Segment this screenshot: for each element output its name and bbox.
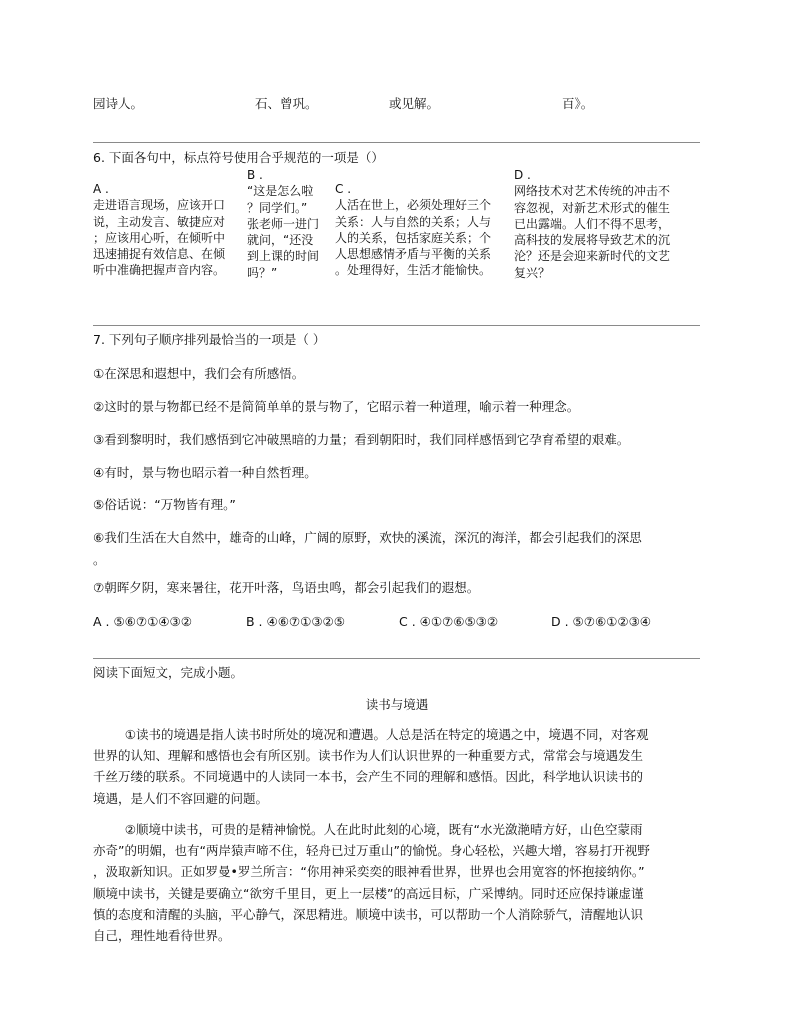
passage-title: 读书与境遇 <box>365 697 429 712</box>
option-letter: D . <box>514 168 531 182</box>
q7-sentence: ⑥我们生活在大自然中，雄奇的山峰，广阔的原野，欢快的溪流，深沉的海洋，都会引起我们的深思 <box>93 530 642 545</box>
q6-option-c[interactable] <box>335 181 491 279</box>
q7-sentence: ②这时的景与物都已经不是简简单单的景与物了，它昭示着一种道理，喻示着一种理念。 <box>93 399 580 414</box>
q7-answer-d[interactable]: D . ⑤⑦⑥①②③④ <box>551 614 651 629</box>
option-text: 网络技术对艺术传统的冲击不 容忽视，对新艺术形式的催生 已出露端。人们不得不思考， 高科技的发展将导致艺术的沉 沦？还是会迎来新时代的文艺 复兴？ <box>514 184 671 280</box>
option-text: 走进语言现场，应该开口 说，主动发言、敏捷应对 ；应该用心听，在倾听中 迅速捕捉有效信息、在倾 听中准确把握声音内容。 <box>93 198 226 278</box>
option-text: “这是怎么啦 ？同学们。” 张老师一进门 就问，“还没 到上课的时间 吗？” <box>247 184 320 280</box>
q6-option-a[interactable] <box>93 181 225 279</box>
passage-paragraph-2: ②顺境中读书，可贵的是精神愉悦。人在此时此刻的心境，既有“水光潋滟晴方好，山色空蒙雨 亦奇”的明媚，也有“两岸猿声啼不住，轻舟已过万重山”的愉悦。身心轻松，兴趣大增，容易打开视野 ，汲取新知识。正如罗曼•罗兰所言：“你用神采奕奕的眼神看世界，世界也会用宽容的怀抱接纳你。” 顺境中读书，关键是要确立“欲穷千里目，更上一层楼”的高远目标，广采博纳。同时还应保持谦虚谨 慎的态度和清醒的头脑，平心静气，深思精进。顺境中读书，可以帮助一个人消除骄气，清醒地认识 自己，理性地看待世界。 <box>93 822 650 944</box>
q6-option-d[interactable] <box>514 167 670 281</box>
divider <box>93 325 700 326</box>
q7-sentence: ⑤俗话说：“万物皆有理。” <box>93 497 236 512</box>
q7-sentence-continuation: 。 <box>93 552 106 567</box>
top-fragment-3: 或见解。 <box>389 96 440 111</box>
q7-sentence: ④有时，景与物也昭示着一种自然哲理。 <box>93 465 317 480</box>
q7-sentence: ①在深思和遐想中，我们会有所感悟。 <box>93 366 305 381</box>
q7-answer-a[interactable]: A . ⑤⑥⑦①④③② <box>93 614 192 629</box>
option-letter: B . <box>247 168 263 182</box>
q7-sentence: ⑦朝晖夕阴，寒来暑往，花开叶落，鸟语虫鸣，都会引起我们的遐想。 <box>93 580 480 595</box>
question-7-stem: 7. 下列句子顺序排列最恰当的一项是（ ） <box>93 332 326 347</box>
q6-option-b[interactable] <box>247 167 319 281</box>
option-letter: A . <box>93 182 109 196</box>
top-fragment-4: 百》。 <box>562 96 594 111</box>
passage-paragraph-1: ①读书的境遇是指人读书时所处的境况和遭遇。人总是活在特定的境遇之中，境遇不同，对客观 世界的认知、理解和感悟也会有所区别。读书作为人们认识世界的一种重要方式，常常会与境遇发生 千丝万缕的联系。不同境遇中的人读同一本书，会产生不同的理解和感悟。因此，科学地认识读书的 境遇，是人们不容回避的问题。 <box>93 727 649 806</box>
divider <box>93 658 700 659</box>
q7-answer-c[interactable]: C . ④①⑦⑥⑤③② <box>399 614 499 629</box>
top-fragment-2: 石、曾巩。 <box>255 96 318 111</box>
divider <box>93 142 700 143</box>
top-fragment-1: 园诗人。 <box>93 96 144 111</box>
option-letter: C . <box>335 182 352 196</box>
question-6-stem: 6. 下面各句中，标点符号使用合乎规范的一项是（） <box>93 150 384 165</box>
q7-answer-b[interactable]: B . ④⑥⑦①③②⑤ <box>246 614 345 629</box>
q7-sentence: ③看到黎明时，我们感悟到它冲破黑暗的力量；看到朝阳时，我们同样感悟到它孕育希望的艰难。 <box>93 432 630 447</box>
option-text: 人活在世上，必须处理好三个 关系：人与自然的关系；人与 人的关系，包括家庭关系；个 人思想感情矛盾与平衡的关系 。处理得好，生活才能愉快。 <box>335 198 492 278</box>
reading-intro: 阅读下面短文，完成小题。 <box>93 665 244 680</box>
